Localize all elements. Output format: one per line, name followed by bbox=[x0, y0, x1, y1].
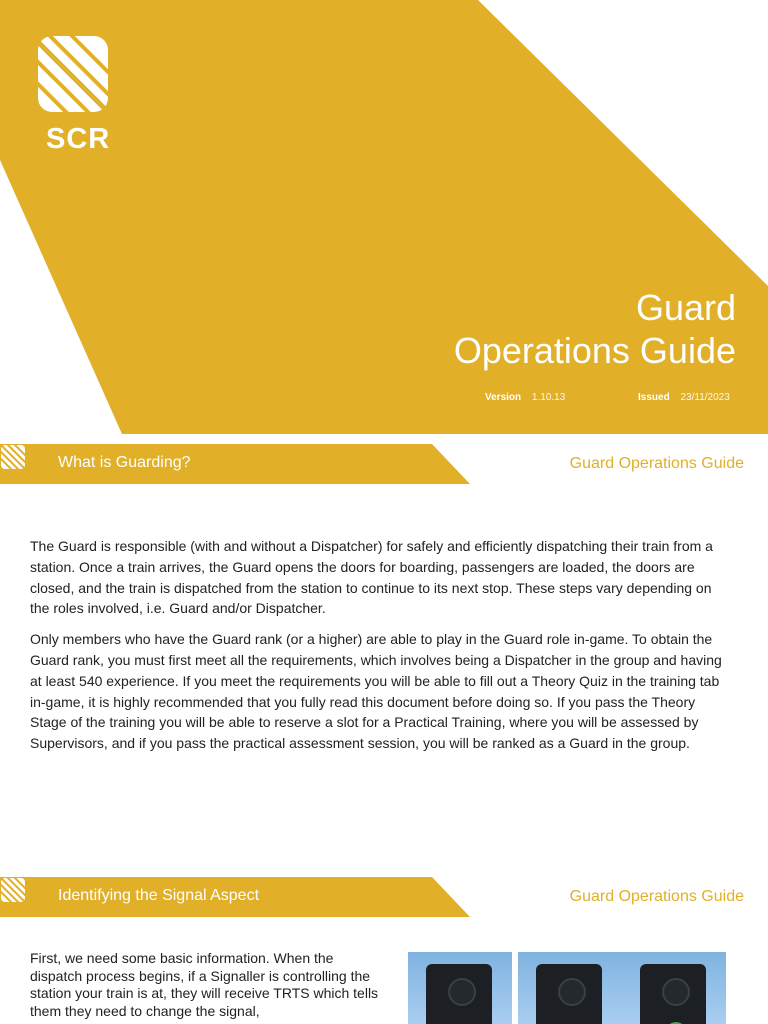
page-title bbox=[454, 286, 736, 372]
section-header-signal-aspect bbox=[0, 877, 470, 917]
version-label: Version bbox=[485, 392, 522, 403]
title-line-2: Operations Guide bbox=[453, 330, 736, 371]
scr-logo-icon bbox=[30, 34, 110, 114]
issued-info bbox=[638, 392, 730, 403]
issued-value: 23/11/2023 bbox=[680, 392, 730, 403]
version-value: 1.10.13 bbox=[531, 392, 566, 403]
scr-logo bbox=[30, 34, 118, 156]
title-line-1: Guard bbox=[635, 287, 736, 328]
paragraph: The Guard is responsible (with and without a Dispatcher) for safely and efficiently dispatching their train from a station. Once a train arrives, the Guard opens the doors for boarding, passengers are loaded, the doors are closed, and the train is dispatched from the station to continue to its next stop. These steps vary depending on the roles involved, i.e. Guard and/or Dispatcher. bbox=[30, 538, 713, 617]
section-title: What is Guarding? bbox=[58, 454, 191, 471]
version-info bbox=[485, 392, 565, 403]
paragraph: Only members who have the Guard rank (or a higher) are able to play in the Guard role in-game. To obtain the Guard rank, you must first meet all the requirements, which involves being a Dispatcher in the group and having at least 540 experience. If you meet the requirements you will be able to fill out a Theory Quiz in the training tab in-game, it is highly recommended that you fully read this document before doing so. If you pass the Theory Stage of the training you will be able to reserve a slot for a Practical Training, where you will be assessed by Supervisors, and if you pass the practical assessment session, you will be ranked as a Guard in the group. bbox=[30, 631, 722, 752]
section-title: Identifying the Signal Aspect bbox=[58, 887, 260, 904]
section-body bbox=[30, 536, 730, 764]
running-header: Guard Operations Guide bbox=[569, 888, 744, 905]
signal-photo bbox=[518, 952, 622, 1024]
paragraph: First, we need some basic information. When the dispatch process begins, if a Signaller is controlling the station your train is at, they will receive TRTS which tells them they need to change the signal, bbox=[30, 950, 379, 1019]
section-body bbox=[30, 950, 382, 1022]
logo-text: SCR bbox=[46, 123, 111, 155]
section-header-what-is-guarding bbox=[0, 444, 470, 484]
running-header: Guard Operations Guide bbox=[569, 455, 744, 472]
section-stripes-icon bbox=[0, 877, 26, 903]
issued-label: Issued bbox=[638, 392, 670, 403]
section-stripes-icon bbox=[0, 444, 26, 470]
signal-photo bbox=[622, 952, 726, 1024]
signal-photo bbox=[408, 952, 512, 1024]
